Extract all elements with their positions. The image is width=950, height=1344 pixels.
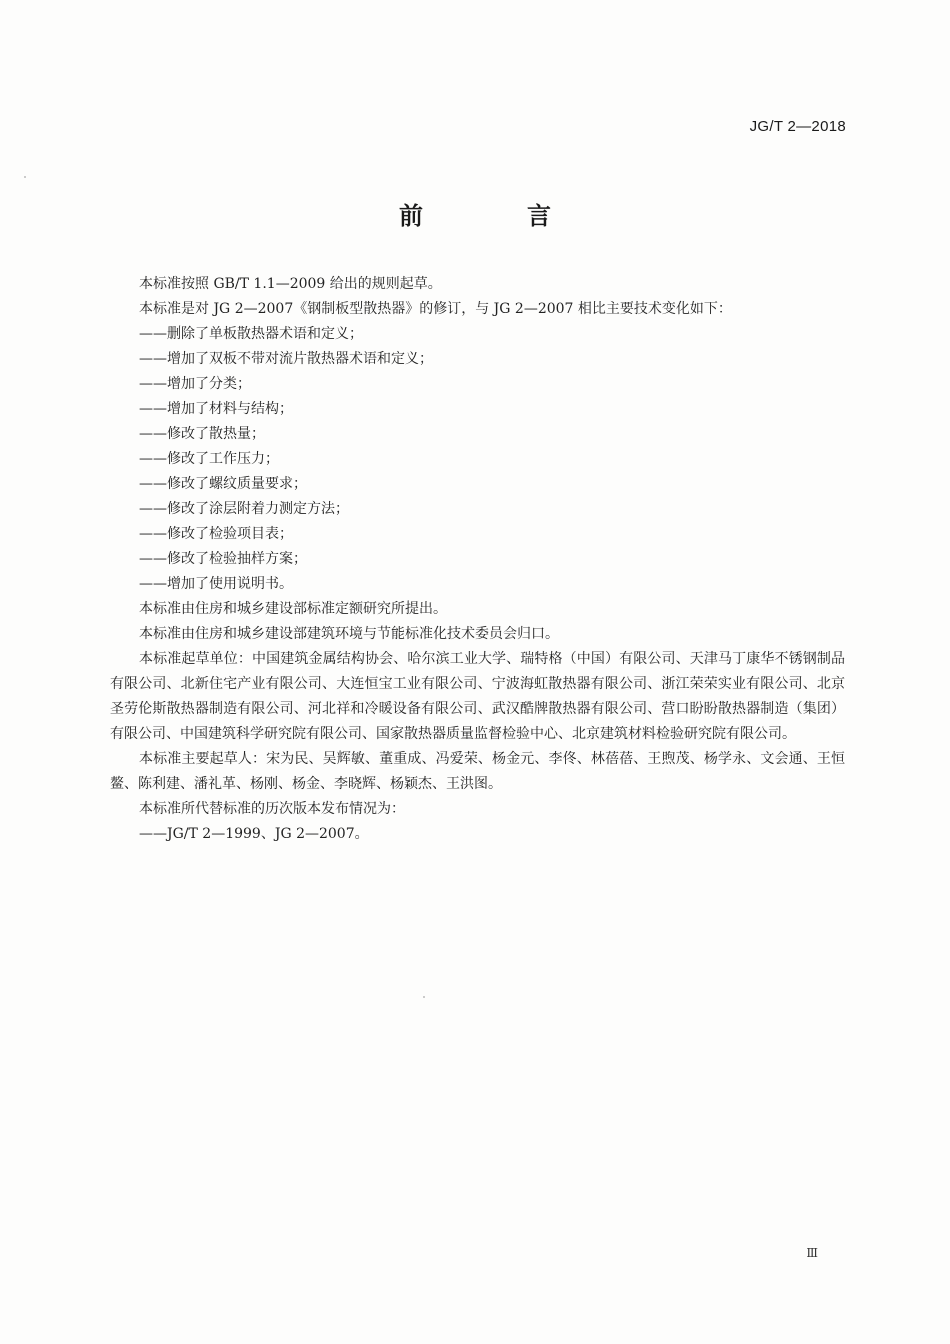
scan-speck xyxy=(24,176,26,178)
change-item: ——删除了单板散热器术语和定义； xyxy=(139,326,363,342)
page-number: Ⅲ xyxy=(806,1246,818,1260)
change-item: ——修改了工作压力； xyxy=(139,451,279,467)
foreword-body xyxy=(110,272,845,847)
page-title: 前 言 xyxy=(399,202,591,230)
paragraph-drafters: 本标准主要起草人：宋为民、吴辉敏、董重成、冯爱荣、杨金元、李佟、林蓓蓓、王煦茂、杨学永、文会通、王恒鳌、陈利建、潘礼革、杨刚、杨金、李晓辉、杨颖杰、王洪图。 xyxy=(110,751,845,792)
change-item: ——增加了材料与结构； xyxy=(139,401,293,417)
paragraph-drafting-rules: 本标准按照 GB/T 1.1—2009 给出的规则起草。 xyxy=(139,276,442,292)
scan-speck xyxy=(423,996,425,998)
paragraph-history-intro: 本标准所代替标准的历次版本发布情况为： xyxy=(139,801,405,817)
change-item: ——修改了涂层附着力测定方法； xyxy=(139,501,349,517)
change-item: ——修改了螺纹质量要求； xyxy=(139,476,307,492)
paragraph-jurisdiction: 本标准由住房和城乡建设部建筑环境与节能标准化技术委员会归口。 xyxy=(139,626,559,642)
history-item: ——JG/T 2—1999、JG 2—2007。 xyxy=(139,826,369,842)
change-item: ——增加了分类； xyxy=(139,376,251,392)
change-item: ——增加了使用说明书。 xyxy=(139,576,293,592)
change-item: ——修改了检验项目表； xyxy=(139,526,293,542)
paragraph-proposed-by: 本标准由住房和城乡建设部标准定额研究所提出。 xyxy=(139,601,447,617)
change-item: ——修改了检验抽样方案； xyxy=(139,551,307,567)
standard-code: JG/T 2—2018 xyxy=(749,118,846,135)
paragraph-drafting-units: 本标准起草单位：中国建筑金属结构协会、哈尔滨工业大学、瑞特格（中国）有限公司、天津马丁康华不锈钢制品有限公司、北新住宅产业有限公司、大连恒宝工业有限公司、宁波海虹散热器有限公司、浙江荣荣实业有限公司、北京圣劳伦斯散热器制造有限公司、河北祥和冷暖设备有限公司、武汉酷牌散热器有限公司、营口盼盼散热器制造（集团）有限公司、中国建筑科学研究院有限公司、国家散热器质量监督检验中心、北京建筑材料检验研究院有限公司。 xyxy=(110,651,845,742)
change-item: ——修改了散热量； xyxy=(139,426,265,442)
change-item: ——增加了双板不带对流片散热器术语和定义； xyxy=(139,351,433,367)
paragraph-revision-summary: 本标准是对 JG 2—2007《钢制板型散热器》的修订，与 JG 2—2007 相比主要技术变化如下： xyxy=(139,301,732,317)
